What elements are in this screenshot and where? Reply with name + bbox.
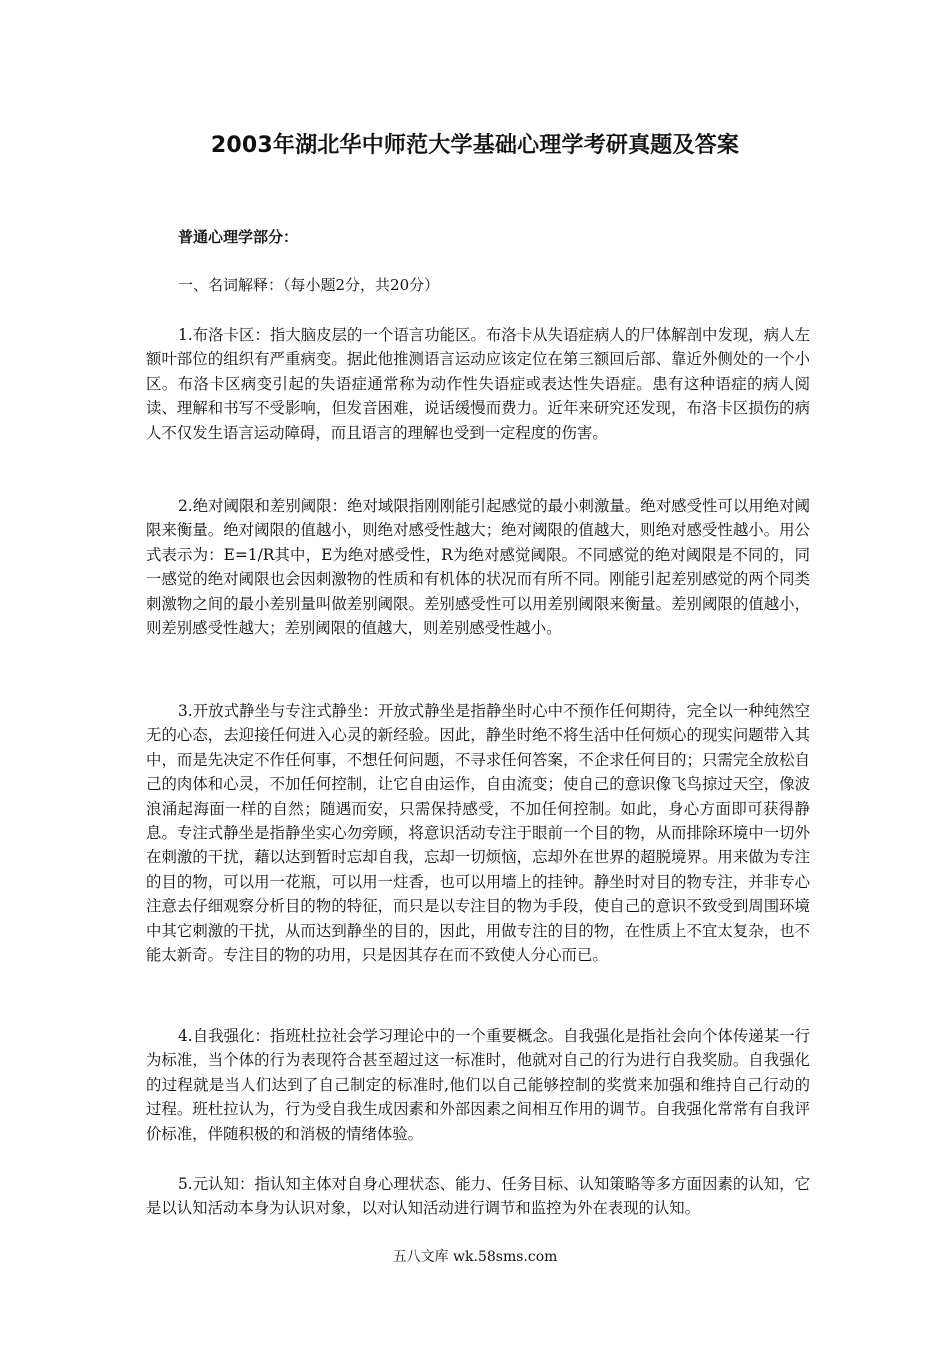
answer-paragraph: 5.元认知：指认知主体对自身心理状态、能力、任务目标、认知策略等多方面因素的认知，它是以认知活动本身为认识对象，以对认知活动进行调节和监控为外在表现的认知。 bbox=[146, 1175, 810, 1218]
document-title: 2003年湖北华中师范大学基础心理学考研真题及答案 bbox=[210, 133, 740, 158]
answer-paragraph: 3.开放式静坐与专注式静坐：开放式静坐是指静坐时心中不预作任何期待，完全以一种纯然空无的心态，去迎接任何进入心灵的新经验。因此，静坐时绝不将生活中任何烦心的现实问题带入其中，而是先决定不作任何事，不想任何问题，不寻求任何答案，不企求任何目的；只需完全放松自己的肉体和心灵，不加任何控制，让它自由运作，自由流变；使自己的意识像飞鸟掠过天空，像波浪涌起海面一样的自然；随遇而安，只需保持感受，不加任何控制。如此，身心方面即可获得静息。专注式静坐是指静坐实心勿旁顾，将意识活动专注于眼前一个目的物，从而排除环境中一切外在刺激的干扰，藉以达到暂时忘却自我，忘却一切烦恼，忘却外在世界的超脱境界。用来做为专注的目的物，可以用一花瓶，可以用一炷香，也可以用墙上的挂钟。静坐时对目的物专注，并非专心注意去仔细观察分析目的物的特征，而只是以专注目的物为手段，使自己的意识不致受到周围环境中其它刺激的干扰，从而达到静坐的目的，因此，用做专注的目的物，在性质上不宜太复杂，也不能太新奇。专注目的物的功用，只是因其存在而不致使人分心而已。 bbox=[146, 702, 810, 965]
section-heading: 普通心理学部分： bbox=[178, 228, 299, 246]
page-footer: 五八文库 wk.58sms.com bbox=[392, 1249, 558, 1265]
question-section-title: 一、名词解释：（每小题2分，共20分） bbox=[178, 276, 440, 294]
answer-paragraph: 2.绝对阈限和差别阈限：绝对域限指刚刚能引起感觉的最小刺激量。绝对感受性可以用绝对阈限来衡量。绝对阈限的值越小，则绝对感受性越大；绝对阈限的值越大，则绝对感受性越小。用公式表示为：E=1/R其中，E为绝对感受性，R为绝对感觉阈限。不同感觉的绝对阈限是不同的，同一感觉的绝对阈限也会因刺激物的性质和有机体的状况而有所不同。刚能引起差别感觉的两个同类刺激物之间的最小差别量叫做差别阈限。差别感受性可以用差别阈限来衡量。差别阈限的值越小，则差别感受性越大；差别阈限的值越大，则差别感受性越小。 bbox=[146, 497, 810, 638]
answer-paragraph: 4.自我强化：指班杜拉社会学习理论中的一个重要概念。自我强化是指社会向个体传递某一行为标准，当个体的行为表现符合甚至超过这一标准时，他就对自己的行为进行自我奖励。自我强化的过程就是当人们达到了自己制定的标准时,他们以自己能够控制的奖赏来加强和维持自己行动的过程。班杜拉认为，行为受自我生成因素和外部因素之间相互作用的调节。自我强化常常有自我评价标准，伴随积极的和消极的情绪体验。 bbox=[146, 1027, 810, 1143]
answer-paragraph: 1.布洛卡区：指大脑皮层的一个语言功能区。布洛卡从失语症病人的尸体解剖中发现，病人左额叶部位的组织有严重病变。据此他推测语言运动应该定位在第三额回后部、靠近外侧处的一个小区。布洛卡区病变引起的失语症通常称为动作性失语症或表达性失语症。患有这种语症的病人阅读、理解和书写不受影响，但发音困难，说话缓慢而费力。近年来研究还发现，布洛卡区损伤的病人不仅发生语言运动障碍，而且语言的理解也受到一定程度的伤害。 bbox=[146, 326, 810, 442]
